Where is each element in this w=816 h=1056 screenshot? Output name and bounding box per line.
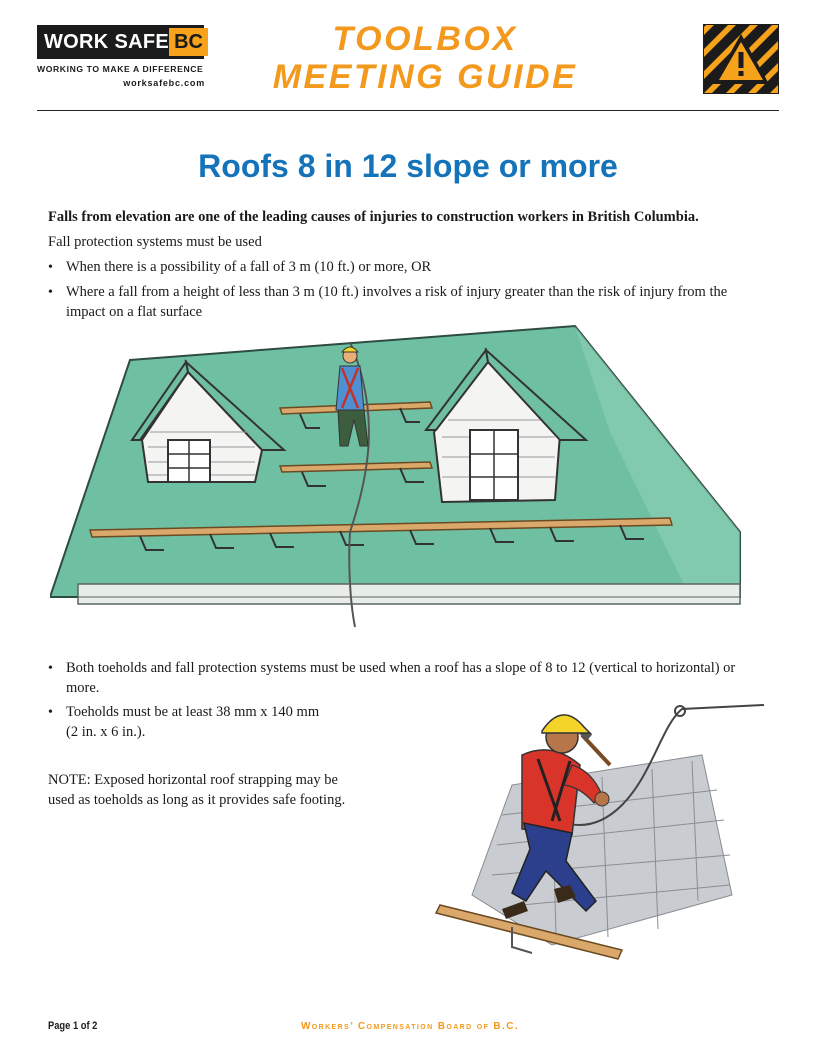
guide-title [250, 20, 600, 96]
roof-toeholds-illustration [50, 322, 750, 632]
bullet-text: Both toeholds and fall protection systems must be used when a roof has a slope of 8 to 12 (vertical to horizontal) or more. [66, 660, 736, 696]
logo-safe-text: SAFE [114, 30, 170, 53]
page-number: Page 1 of 2 [48, 1020, 98, 1032]
list-item [48, 258, 762, 278]
worksafebc-logo [37, 25, 204, 59]
roofer-worker-illustration [432, 695, 764, 970]
bullet-icon: • [48, 705, 53, 720]
note-paragraph [48, 770, 388, 810]
list-item [48, 283, 762, 322]
website-link[interactable]: worksafebc.com [123, 78, 205, 88]
page-title: Roofs 8 in 12 slope or more [198, 148, 618, 184]
warning-triangle-icon [703, 24, 779, 94]
organization-name: Workers’ Compensation Board of B.C. [300, 1021, 520, 1032]
list-item [48, 659, 762, 698]
logo-work-text: WORK [44, 30, 109, 53]
logo-bc-text: BC [169, 28, 208, 56]
logo-tagline: WORKING TO MAKE A DIFFERENCE [37, 64, 204, 74]
list-item [48, 703, 378, 742]
bullet-text: Where a fall from a height of less than 3 m (10 ft.) involves a risk of injury greater than the risk of injury from the impact on a flat surface [66, 284, 728, 320]
bullet-text-continuation: (2 in. x 6 in.). [66, 723, 146, 740]
bullet-text: Toeholds must be at least 38 mm x 140 mm [66, 704, 320, 720]
bullet-icon: • [48, 260, 53, 275]
note-line-1: NOTE: Exposed horizontal roof strapping may be [48, 772, 338, 788]
bullet-text: When there is a possibility of a fall of 3 m (10 ft.) or more, OR [66, 259, 432, 275]
bullet-icon: • [48, 285, 53, 300]
note-line-2: used as toeholds as long as it provides safe footing. [48, 792, 346, 808]
bullet-icon: • [48, 661, 53, 676]
guide-title-line2: MEETING GUIDE [272, 58, 578, 96]
guide-title-line1: TOOLBOX [332, 20, 518, 58]
intro-paragraph: Fall protection systems must be used [48, 234, 262, 250]
lead-paragraph: Falls from elevation are one of the leading causes of injuries to construction workers in British Columbia. [48, 209, 699, 225]
header-divider [37, 110, 779, 111]
